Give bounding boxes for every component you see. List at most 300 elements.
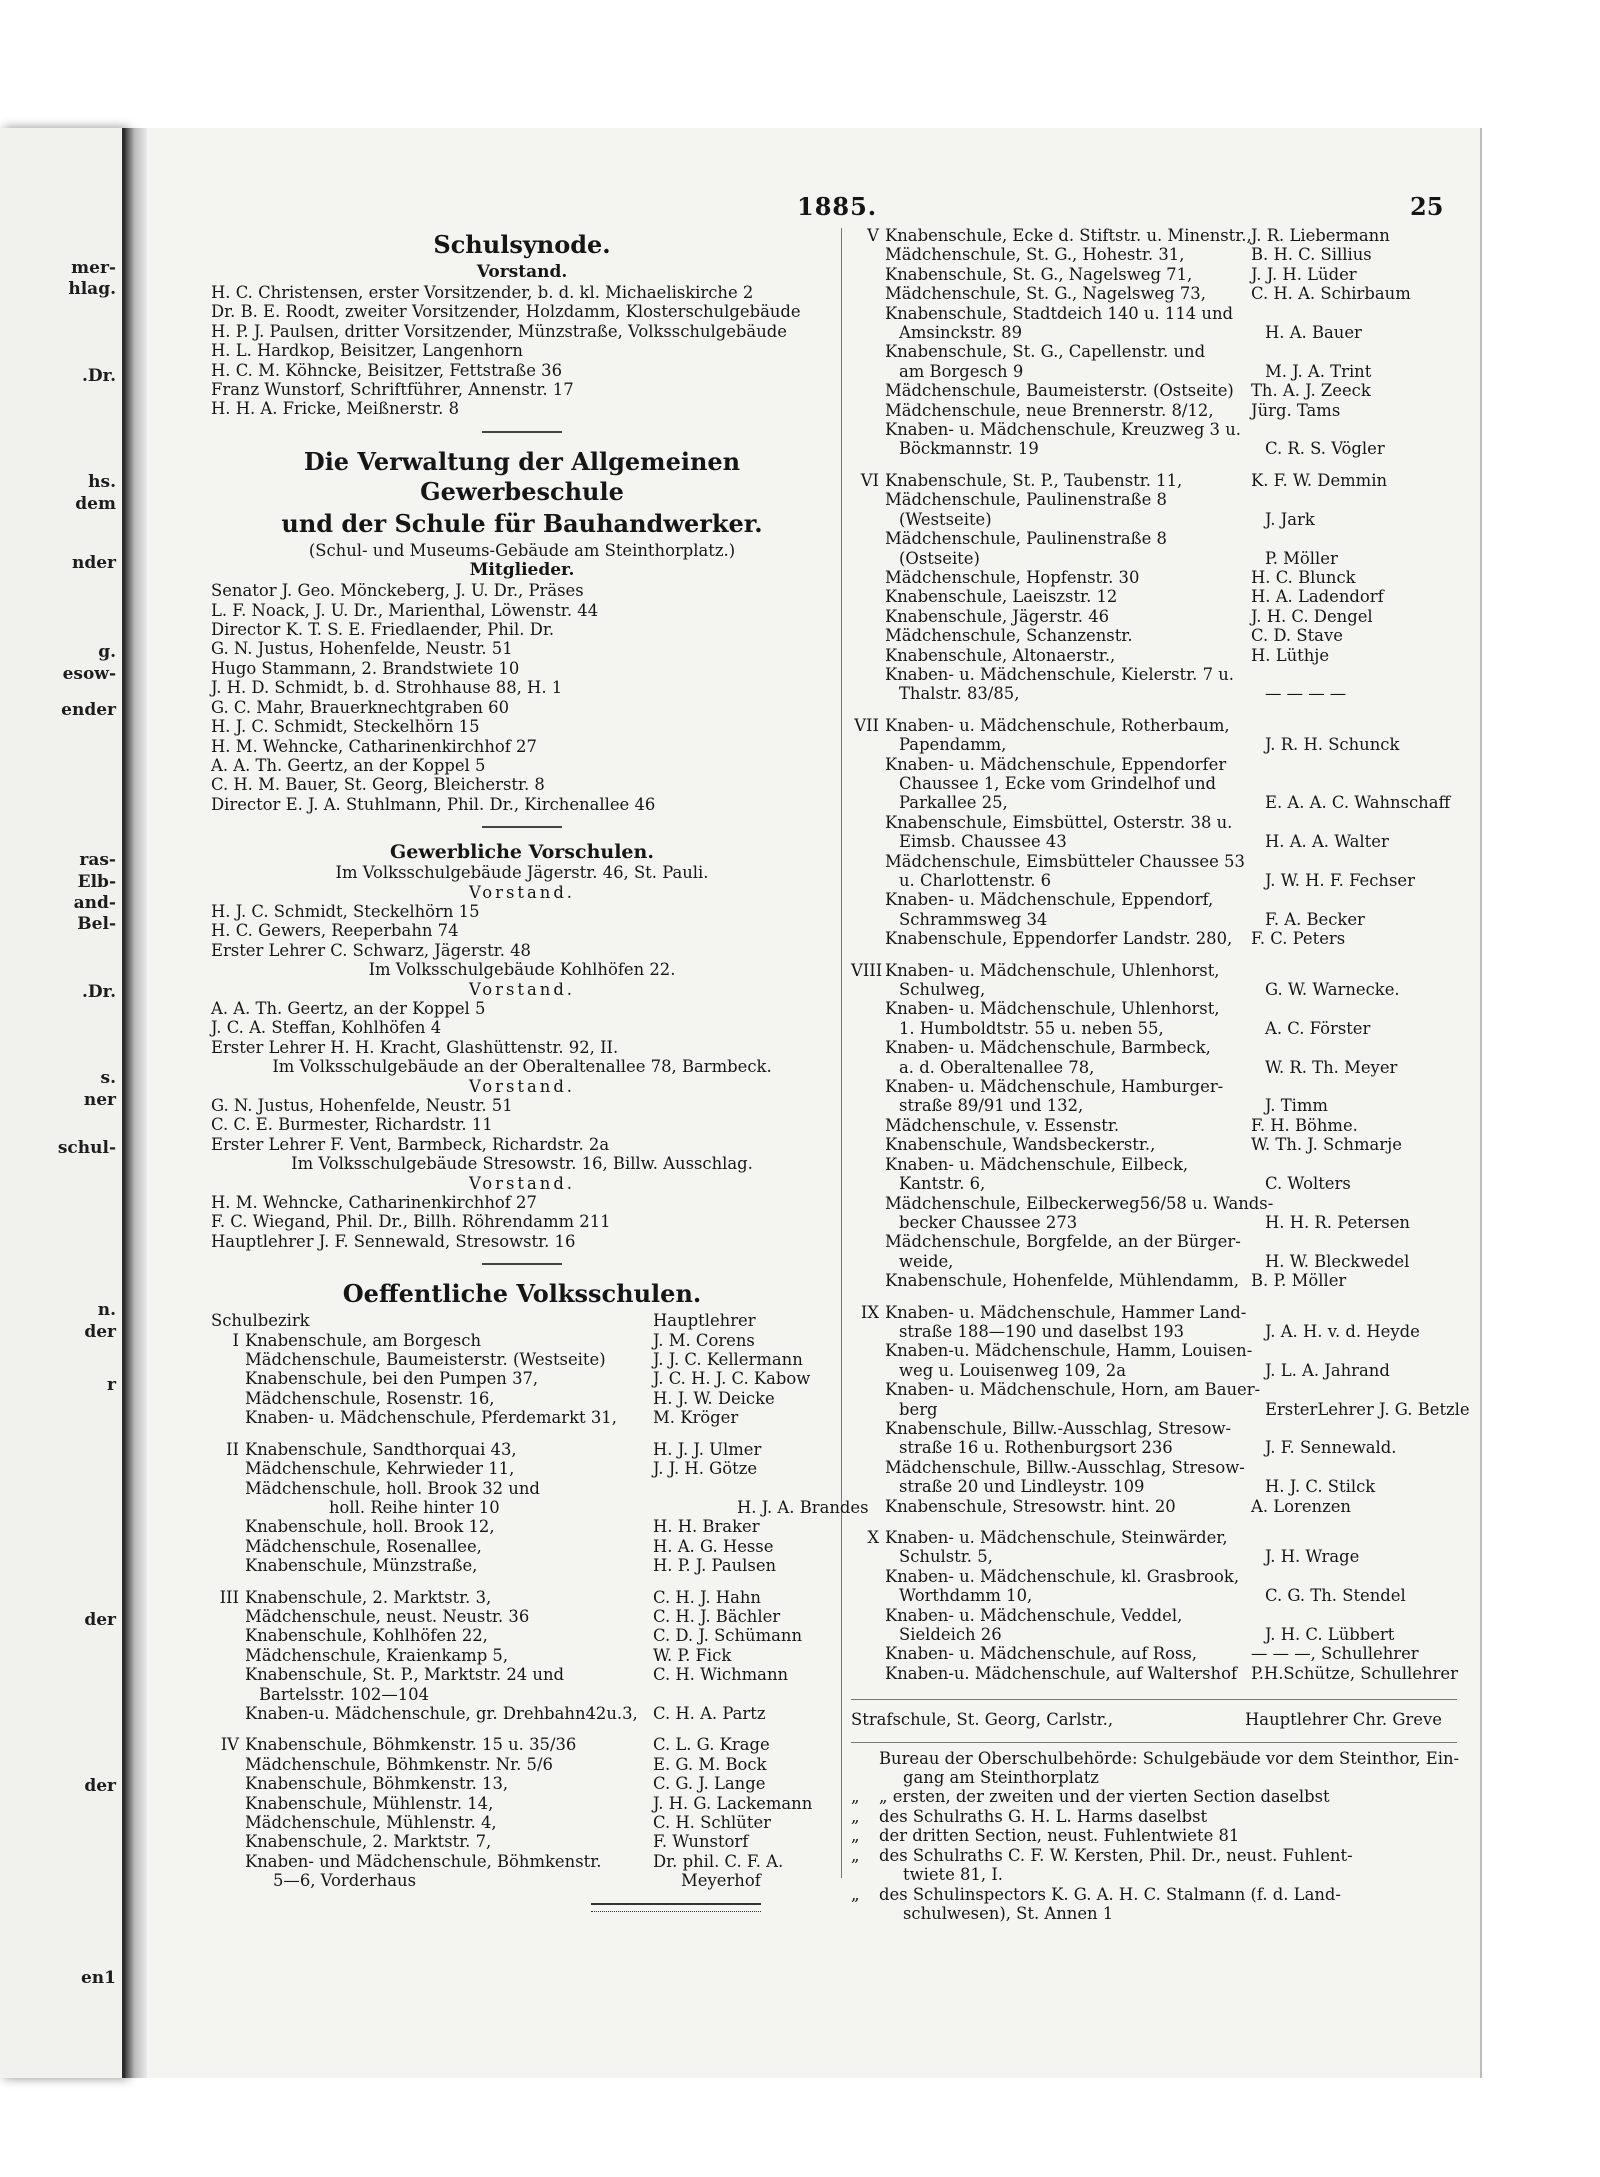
table-row: [211, 1852, 833, 1871]
bureau-line: [851, 1885, 1457, 1904]
school-address: Knaben- u. Mädchenschule, Eppendorfer: [885, 754, 1227, 774]
district-number: VI: [860, 470, 879, 490]
table-row: [211, 1331, 833, 1350]
previous-page-fragment: ras-: [79, 850, 116, 870]
school-address: Knabenschule, Ecke d. Stiftstr. u. Minenstr.,: [885, 226, 1252, 245]
list-item: H. C. Gewers, Reeperbahn 74: [211, 921, 459, 941]
list-item: H. M. Wehncke, Catharinenkirchhof 27: [211, 1193, 537, 1213]
head-teacher: ErsterLehrer J. G. Betzle: [1265, 1399, 1470, 1419]
head-teacher: H. A. A. Walter: [1265, 832, 1389, 852]
district-spacer: [851, 949, 1457, 961]
vorschule-vorstand-heading: Vorstand.: [468, 979, 576, 999]
table-row: [211, 1369, 833, 1388]
verwaltung-list: [211, 581, 833, 814]
school-address: Kantstr. 6,: [899, 1174, 986, 1194]
table-row: [211, 1665, 833, 1684]
bureau-list: [851, 1748, 1460, 1924]
head-teacher: J. J. C. Kellermann: [653, 1350, 803, 1370]
end-ornament: [591, 1903, 761, 1912]
head-teacher: J. C. H. J. C. Kabow: [653, 1369, 811, 1389]
list-item: C. H. M. Bauer, St. Georg, Bleicherstr. 8: [211, 775, 545, 795]
head-teacher: H. J. C. Stilck: [1265, 1477, 1376, 1497]
schulsynode-vorstand-heading: Vorstand.: [476, 262, 568, 282]
school-address: Knaben- u. Mädchenschule, kl. Grasbrook,: [885, 1566, 1240, 1586]
school-address: Mädchenschule, St. G., Hohestr. 31,: [885, 245, 1185, 265]
table-row: [211, 1755, 833, 1774]
previous-page-fragment: ner: [83, 1090, 116, 1110]
head-teacher: C. H. J. Hahn: [653, 1587, 761, 1607]
school-address: straße 89/91 und 132,: [899, 1096, 1084, 1116]
head-teacher: A. C. Förster: [1265, 1018, 1371, 1038]
school-address: Knabenschule, Sandthorquai 43,: [245, 1439, 517, 1459]
volksschulen-title: Oeffentliche Volksschulen.: [342, 1279, 702, 1309]
school-address: straße 188—190 und daselbst 193: [899, 1321, 1185, 1341]
table-row: [851, 1361, 1457, 1380]
district-number: VIII: [851, 960, 883, 980]
school-address: Knaben-u. Mädchenschule, auf Waltershof: [885, 1663, 1238, 1683]
table-row: [851, 961, 1457, 980]
vorschule-location: Im Volksschulgebäude Stresowstr. 16, Billw. Ausschlag.: [291, 1154, 753, 1174]
head-teacher: H. A. G. Hesse: [653, 1536, 774, 1556]
previous-page-fragment: hs.: [88, 472, 116, 492]
table-row: [851, 626, 1457, 645]
school-address: Mädchenschule, Baumeisterstr. (Westseite): [245, 1350, 606, 1370]
list-item: G. C. Mahr, Brauerknechtgraben 60: [211, 697, 510, 717]
school-address: Knaben- u. Mädchenschule, Eppendorf,: [885, 890, 1214, 910]
table-row: [851, 716, 1457, 735]
head-teacher: E. G. M. Bock: [653, 1754, 767, 1774]
district-number: I: [232, 1330, 239, 1350]
list-item: Hugo Stammann, 2. Brandstwiete 10: [211, 658, 520, 678]
school-address: Knabenschule, am Borgesch: [245, 1330, 481, 1350]
table-row: [211, 1459, 833, 1478]
head-teacher: J. M. Corens: [653, 1330, 755, 1350]
table-row: [851, 1380, 1457, 1399]
head-teacher: H. J. W. Deicke: [653, 1388, 775, 1408]
table-row: [851, 910, 1457, 929]
school-address: Knabenschule, Eppendorfer Landstr. 280,: [885, 929, 1233, 949]
table-row: [211, 1556, 833, 1575]
head-teacher: C. H. Schlüter: [653, 1813, 771, 1832]
head-teacher: J. R. H. Schunck: [1265, 735, 1400, 755]
head-teacher: H. A. Ladendorf: [1251, 587, 1384, 607]
head-teacher: C. H. A. Schirbaum: [1251, 284, 1411, 304]
table-row: [211, 1408, 833, 1427]
table-row: [851, 980, 1457, 999]
page-year: 1885.: [797, 192, 878, 221]
previous-page-fragment: mer-: [71, 258, 116, 278]
head-teacher: H. J. J. Ulmer: [653, 1439, 762, 1459]
list-item: J. C. A. Steffan, Kohlhöfen 4: [211, 1018, 442, 1038]
table-row: [211, 1588, 833, 1607]
left-districts: [211, 1330, 869, 1891]
table-row: [851, 1038, 1457, 1057]
verwaltung-title-line-2: und der Schule für Bauhandwerker.: [281, 508, 763, 538]
head-teacher: M. Kröger: [653, 1408, 739, 1428]
ditto-mark: „: [851, 1884, 860, 1904]
table-row: [851, 1077, 1457, 1096]
list-item: H. C. Christensen, erster Vorsitzender, b. d. kl. Michaeliskirche 2: [211, 283, 754, 302]
head-teacher: H. H. R. Petersen: [1265, 1212, 1410, 1232]
head-teacher: C. G. J. Lange: [653, 1774, 766, 1794]
head-teacher: C. R. S. Vögler: [1265, 439, 1385, 459]
strafschule-text: Strafschule, St. Georg, Carlstr.,: [851, 1710, 1114, 1730]
page: [147, 128, 1482, 2078]
head-teacher: Meyerhof: [681, 1871, 761, 1891]
table-row: [851, 245, 1457, 264]
right-column: [851, 226, 1470, 1923]
school-address: Knabenschule, holl. Brook 12,: [245, 1517, 495, 1537]
previous-page-fragment: and-: [73, 893, 116, 913]
list-item: H. H. A. Fricke, Meißnerstr. 8: [211, 399, 460, 419]
page-number: 25: [1410, 192, 1444, 221]
school-address: Knabenschule, Laeiszstr. 12: [885, 587, 1118, 607]
previous-page-fragment: Elb-: [77, 872, 116, 892]
list-item: H. J. C. Schmidt, Steckelhörn 15: [211, 901, 480, 921]
table-row: [851, 832, 1457, 851]
list-item: Franz Wunstorf, Schriftführer, Annenstr. 17: [211, 380, 574, 400]
school-address: Knabenschule, Altonaerstr.,: [885, 645, 1116, 665]
school-address: Knabenschule, St. P., Marktstr. 24 und: [245, 1665, 564, 1685]
school-address: Knabenschule, Münzstraße,: [245, 1556, 478, 1576]
schulsynode-list: [211, 283, 833, 419]
head-teacher: J. H. Wrage: [1265, 1547, 1360, 1567]
school-address: Mädchenschule, neue Brennerstr. 8/12,: [885, 400, 1214, 420]
school-address: Knaben-u. Mädchenschule, Hamm, Louisen-: [885, 1341, 1253, 1361]
school-address: Knabenschule, St. G., Capellenstr. und: [885, 342, 1206, 362]
school-address: Mädchenschule, Eimsbütteler Chaussee 53: [885, 851, 1245, 871]
district-number: II: [226, 1439, 239, 1459]
previous-page-fragment: schul-: [57, 1138, 116, 1158]
district-number: IV: [220, 1735, 239, 1755]
list-item: J. H. D. Schmidt, b. d. Strohhause 88, H. 1: [211, 678, 563, 698]
head-teacher: H. P. J. Paulsen: [653, 1556, 777, 1576]
head-teacher: H. H. Braker: [653, 1517, 760, 1537]
table-row: [851, 226, 1457, 245]
list-item: G. N. Justus, Hohenfelde, Neustr. 51: [211, 639, 513, 659]
book-gutter: [125, 128, 147, 2078]
head-teacher: P.H.Schütze, Schullehrer: [1251, 1663, 1458, 1683]
table-row: [851, 401, 1457, 420]
bureau-text: des Schulinspectors K. G. A. H. C. Stalmann (f. d. Land-: [879, 1884, 1341, 1904]
table-row: [211, 1350, 833, 1369]
table-row: [211, 1497, 869, 1517]
bureau-text: gang am Steinthorplatz: [903, 1768, 1099, 1788]
table-row: [851, 323, 1457, 342]
list-item: Dr. B. E. Roodt, zweiter Vorsitzender, Holzdamm, Klosterschulgebäude: [211, 302, 801, 322]
school-address: Knaben- u. Mädchenschule, Barmbeck,: [885, 1038, 1211, 1058]
table-row: [851, 852, 1457, 871]
head-teacher: Jürg. Tams: [1251, 400, 1341, 420]
school-address: Knaben- u. Mädchenschule, Uhlenhorst,: [885, 960, 1220, 980]
separator: [482, 431, 562, 433]
table-row: [851, 1477, 1457, 1496]
page-header: [147, 192, 1480, 222]
head-teacher: J. H. C. Dengel: [1251, 606, 1373, 626]
table-row: [851, 490, 1457, 509]
ditto-mark: [851, 1904, 879, 1923]
school-address: Mädchenschule, Paulinenstraße 8: [885, 529, 1167, 549]
district-spacer: [851, 1516, 1457, 1528]
schulbezirk-heading: Schulbezirk: [211, 1311, 310, 1331]
head-teacher: J. H. G. Lackemann: [653, 1793, 813, 1813]
list-item: H. L. Hardkop, Beisitzer, Langenhorn: [211, 341, 523, 361]
head-teacher: J. A. H. v. d. Heyde: [1265, 1321, 1420, 1341]
list-item: A. A. Th. Geertz, an der Koppel 5: [211, 998, 486, 1018]
school-address: Böckmannstr. 19: [899, 439, 1039, 459]
head-teacher: C. L. G. Krage: [653, 1735, 770, 1755]
district-number: IX: [860, 1302, 879, 1322]
head-teacher: H. A. Bauer: [1265, 323, 1362, 343]
list-item: Senator J. Geo. Mönckeberg, J. U. Dr., Präses: [211, 581, 584, 601]
rule: [851, 1742, 1457, 1743]
school-address: Knabenschule, Wandsbeckerstr.,: [885, 1135, 1156, 1155]
school-address: Knaben- u. Mädchenschule, Veddel,: [885, 1605, 1183, 1625]
vorschule-vorstand-heading: Vorstand.: [468, 1173, 576, 1193]
table-row: [851, 607, 1457, 626]
table-row: [851, 1271, 1457, 1290]
table-row: [851, 813, 1457, 832]
table-row: [211, 1794, 833, 1813]
school-address: Mädchenschule, Paulinenstraße 8: [885, 490, 1167, 510]
school-address: Mädchenschule, Eilbeckerweg56/58 u. Wands-: [885, 1193, 1274, 1213]
head-teacher: C. Wolters: [1265, 1174, 1351, 1194]
district-number: V: [867, 226, 879, 245]
verwaltung-members-heading: Mitglieder.: [469, 560, 575, 581]
previous-page-fragment: nder: [71, 553, 116, 573]
school-address: Knabenschule, Billw.-Ausschlag, Stresow-: [885, 1418, 1232, 1438]
table-row: [851, 929, 1457, 948]
school-address: Sieldeich 26: [899, 1625, 1002, 1645]
previous-page-fragment: hlag.: [68, 279, 116, 299]
table-row: [211, 1517, 833, 1536]
table-row: [211, 1813, 833, 1832]
school-address: Mädchenschule, Kraienkamp 5,: [245, 1645, 509, 1665]
table-row: [211, 1440, 833, 1459]
school-address: Knabenschule, St. P., Taubenstr. 11,: [885, 470, 1183, 490]
table-row: [851, 1116, 1457, 1135]
table-row: [851, 420, 1457, 439]
school-address: Knaben- u. Mädchenschule, Kielerstr. 7 u.: [885, 664, 1234, 684]
vorschule-vorstand-heading: Vorstand.: [468, 1076, 576, 1096]
strafschule-name: Hauptlehrer Chr. Greve: [1245, 1710, 1442, 1730]
head-teacher: F. A. Becker: [1265, 909, 1365, 929]
head-teacher: Th. A. J. Zeeck: [1251, 381, 1371, 401]
head-teacher: J. Jark: [1265, 509, 1315, 529]
previous-page-edge: [0, 128, 125, 2078]
bureau-line: [851, 1807, 1457, 1826]
table-row: [851, 1644, 1457, 1663]
head-teacher: J. J. H. Götze: [653, 1459, 758, 1479]
head-teacher: C. H. A. Partz: [653, 1703, 766, 1723]
column-divider: [841, 228, 842, 1878]
separator: [482, 826, 562, 828]
school-address: Mädchenschule, Böhmkenstr. Nr. 5/6: [245, 1754, 553, 1774]
table-row: [211, 1607, 833, 1626]
table-row: [211, 1704, 833, 1723]
right-districts: [851, 226, 1470, 1683]
table-row: [851, 1322, 1457, 1341]
previous-page-fragment: der: [84, 1776, 116, 1796]
table-row: [211, 1774, 833, 1793]
bureau-text: „ ersten, der zweiten und der vierten Section daselbst: [879, 1787, 1330, 1807]
head-teacher: W. P. Fick: [653, 1645, 732, 1665]
table-row: [851, 342, 1457, 361]
district-spacer: [211, 1576, 833, 1588]
rule: [851, 1699, 1457, 1700]
school-address: Mädchenschule, Rosenallee,: [245, 1536, 482, 1556]
vorschule-location: Im Volksschulgebäude Jägerstr. 46, St. Pauli.: [335, 863, 709, 883]
school-address: Knabenschule, 2. Marktstr. 7,: [245, 1832, 492, 1852]
school-address: Knabenschule, Stresowstr. hint. 20: [885, 1496, 1176, 1516]
table-row: [851, 1194, 1457, 1213]
school-address: Knabenschule, Stadtdeich 140 u. 114 und: [885, 303, 1234, 323]
ditto-mark: [851, 1768, 879, 1787]
list-item: G. N. Justus, Hohenfelde, Neustr. 51: [211, 1096, 513, 1115]
previous-page-fragment: en1: [80, 1968, 116, 1988]
school-address: Knabenschule, St. G., Nagelsweg 71,: [885, 264, 1193, 284]
district-number: X: [867, 1528, 879, 1547]
table-row: [851, 1528, 1457, 1547]
table-row: [211, 1832, 833, 1851]
school-address: straße 20 und Lindleystr. 109: [899, 1477, 1145, 1497]
table-row: [851, 1586, 1457, 1605]
list-item: Hauptlehrer J. F. Sennewald, Stresowstr. 16: [211, 1231, 576, 1251]
table-row: [851, 1399, 1470, 1419]
previous-page-fragment: g.: [98, 642, 116, 662]
table-row: [211, 1626, 833, 1645]
school-address: Eimsb. Chaussee 43: [899, 832, 1067, 852]
bureau-text: Bureau der Oberschulbehörde: Schulgebäude vor dem Steinthor, Ein-: [879, 1748, 1460, 1768]
bureau-text: des Schulraths G. H. L. Harms daselbst: [879, 1806, 1208, 1826]
school-address: Knabenschule, Böhmkenstr. 15 u. 35/36: [245, 1735, 577, 1755]
previous-page-fragment: r: [107, 1375, 116, 1395]
district-spacer: [851, 704, 1457, 716]
head-teacher: J. W. H. F. Fechser: [1265, 871, 1415, 890]
head-teacher: F. C. Peters: [1251, 929, 1346, 949]
vorschulen-title: Gewerbliche Vorschulen.: [390, 841, 654, 864]
table-row: [851, 1174, 1457, 1193]
table-row: [851, 1606, 1457, 1625]
school-address: Mädchenschule, Mühlenstr. 4,: [245, 1813, 497, 1832]
school-address: Schulstr. 5,: [899, 1547, 993, 1567]
head-teacher: G. W. Warnecke.: [1265, 980, 1400, 1000]
table-row: [851, 1625, 1457, 1644]
table-row: [851, 684, 1457, 703]
strafschule-row: [851, 1710, 1457, 1729]
school-address: Mädchenschule, neust. Neustr. 36: [245, 1606, 530, 1626]
table-row: [851, 1019, 1457, 1038]
head-teacher: J. J. H. Lüder: [1251, 264, 1357, 284]
table-row: [851, 549, 1457, 568]
ditto-mark: „: [851, 1826, 860, 1846]
list-item: C. C. E. Burmester, Richardstr. 11: [211, 1115, 493, 1135]
school-address: weg u. Louisenweg 109, 2a: [899, 1360, 1126, 1380]
table-row: [211, 1389, 833, 1408]
district-spacer: [851, 1291, 1457, 1303]
volksschulen-column-headings: [211, 1311, 833, 1330]
head-teacher: H. J. A. Brandes: [737, 1497, 869, 1517]
bureau-line: [851, 1826, 1457, 1845]
school-address: Knaben- u. Mädchenschule, Horn, am Bauer-: [885, 1380, 1261, 1400]
school-address: Knaben- u. Mädchenschule, Eilbeck,: [885, 1154, 1189, 1174]
head-teacher: J. Timm: [1265, 1096, 1328, 1116]
verwaltung-note: (Schul- und Museums-Gebäude am Steinthorplatz.): [308, 540, 736, 560]
bureau-line: [851, 1748, 1460, 1768]
list-item: H. J. C. Schmidt, Steckelhörn 15: [211, 717, 480, 737]
school-address: Knaben- u. Mädchenschule, Pferdemarkt 31,: [245, 1408, 617, 1428]
table-row: [851, 1497, 1457, 1516]
head-teacher: C. H. Wichmann: [653, 1665, 789, 1685]
head-teacher: Dr. phil. C. F. A.: [653, 1851, 784, 1871]
table-row: [211, 1646, 833, 1665]
table-row: [851, 1664, 1457, 1683]
head-teacher: J. R. Liebermann: [1251, 226, 1390, 245]
school-address: Knabenschule, Eimsbüttel, Osterstr. 38 u.: [885, 812, 1233, 832]
school-address: (Ostseite): [899, 548, 980, 568]
table-row: [211, 1685, 833, 1704]
table-row: [851, 304, 1457, 323]
list-item: Erster Lehrer F. Vent, Barmbeck, Richardstr. 2a: [211, 1134, 610, 1154]
table-row: [851, 1547, 1457, 1566]
bureau-text: schulwesen), St. Annen 1: [903, 1903, 1114, 1923]
head-teacher: A. Lorenzen: [1251, 1496, 1351, 1516]
list-item: Director K. T. S. E. Friedlaender, Phil. Dr.: [211, 620, 555, 640]
table-row: [851, 587, 1457, 606]
table-row: [851, 1232, 1457, 1251]
head-teacher: F. Wunstorf: [653, 1832, 749, 1852]
schulsynode-title: Schulsynode.: [433, 230, 611, 259]
table-row: [851, 1135, 1457, 1154]
head-teacher: — — —, Schullehrer: [1251, 1644, 1419, 1664]
school-address: Amsinckstr. 89: [899, 323, 1023, 343]
table-row: [851, 284, 1457, 303]
table-row: [851, 1252, 1457, 1271]
school-address: Knabenschule, Mühlenstr. 14,: [245, 1793, 494, 1813]
school-address: Papendamm,: [899, 735, 1007, 755]
previous-page-fragments: [0, 128, 122, 2078]
school-address: am Borgesch 9: [899, 361, 1024, 381]
head-teacher: J. L. A. Jahrand: [1265, 1360, 1390, 1380]
ditto-mark: „: [851, 1787, 860, 1807]
previous-page-fragment: dem: [75, 494, 116, 514]
list-item: L. F. Noack, J. U. Dr., Marienthal, Löwenstr. 44: [211, 600, 599, 620]
school-address: Mädchenschule, Rosenstr. 16,: [245, 1388, 495, 1408]
school-address: Mädchenschule, Borgfelde, an der Bürger-: [885, 1232, 1241, 1252]
table-row: [851, 774, 1457, 793]
school-address: 5—6, Vorderhaus: [273, 1871, 417, 1891]
head-teacher: M. J. A. Trint: [1265, 361, 1372, 381]
school-address: Mädchenschule, St. G., Nagelsweg 73,: [885, 284, 1206, 304]
table-row: [851, 568, 1457, 587]
previous-page-fragment: ender: [61, 700, 116, 720]
school-address: becker Chaussee 273: [899, 1212, 1078, 1232]
head-teacher: J. H. C. Lübbert: [1265, 1625, 1395, 1645]
table-row: [851, 265, 1457, 284]
school-address: Knabenschule, 2. Marktstr. 3,: [245, 1587, 492, 1607]
school-address: Knaben- u. Mädchenschule, auf Ross,: [885, 1644, 1197, 1664]
school-address: a. d. Oberaltenallee 78,: [899, 1057, 1095, 1077]
head-teacher: C. D. J. Schümann: [653, 1626, 803, 1646]
school-address: Knaben- u. Mädchenschule, Hammer Land-: [885, 1302, 1247, 1322]
table-row: [851, 755, 1457, 774]
table-row: [851, 665, 1457, 684]
school-address: Mädchenschule, Billw.-Ausschlag, Stresow-: [885, 1457, 1245, 1477]
list-item: H. M. Wehncke, Catharinenkirchhof 27: [211, 736, 537, 756]
school-address: Mädchenschule, Kehrwieder 11,: [245, 1459, 515, 1479]
district-spacer: [211, 1428, 833, 1440]
previous-page-fragment: der: [84, 1322, 116, 1342]
